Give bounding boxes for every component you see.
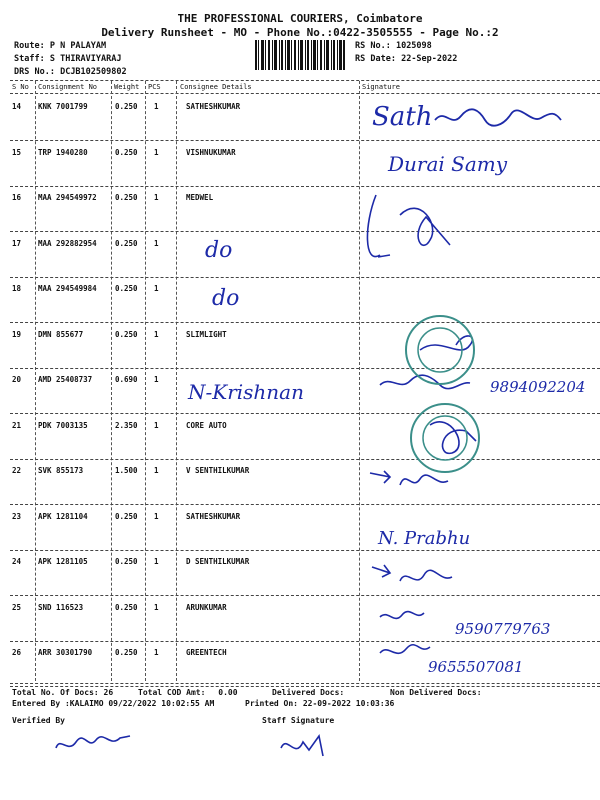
row-weight: 0.250	[115, 102, 138, 111]
total-docs: Total No. Of Docs: 26	[12, 688, 114, 697]
staff-label: Staff:	[14, 54, 45, 64]
company-stamp-icon	[400, 310, 480, 390]
rs-date-line	[355, 54, 457, 64]
col-consignment: Consignment No	[38, 83, 98, 91]
row-pcs: 1	[154, 148, 159, 157]
drs-label: DRS No.:	[14, 67, 55, 77]
row-sno: 18	[12, 284, 22, 293]
row-pcs: 1	[154, 648, 159, 657]
rs-no-label: RS No.:	[355, 41, 391, 51]
row-sno: 20	[12, 375, 22, 384]
col-signature: Signature	[362, 83, 400, 91]
company-stamp-icon-2	[405, 398, 485, 478]
row-consignment-no: MAA 294549984	[38, 284, 97, 293]
row-weight: 1.500	[115, 466, 138, 475]
row-weight: 0.250	[115, 284, 138, 293]
staff-line	[14, 54, 122, 64]
non-delivered-docs: Non Delivered Docs:	[390, 688, 482, 697]
staff-signature	[275, 726, 335, 766]
col-sno: S No	[12, 83, 29, 91]
row-consignee: VISHNUKUMAR	[186, 148, 236, 157]
row-consignee: D SENTHILKUMAR	[186, 557, 250, 566]
row-weight: 0.250	[115, 239, 138, 248]
footer-rule	[10, 683, 600, 684]
row-consignment-no: SND 116523	[38, 603, 84, 612]
row-consignment-no: DMN 855677	[38, 330, 84, 339]
header-top-rule	[10, 80, 600, 81]
row-consignment-no: PDK 7003135	[38, 421, 88, 430]
row-consignment-no: APK 1281104	[38, 512, 88, 521]
drs-value: DCJB102509802	[60, 67, 127, 77]
row-sno: 23	[12, 512, 22, 521]
printed-on: Printed On: 22-09-2022 10:03:36	[245, 699, 395, 708]
row-pcs: 1	[154, 421, 159, 430]
rs-date-label: RS Date:	[355, 54, 396, 64]
row-consignee: SATHESHKUMAR	[186, 102, 241, 111]
row-consignment-no: APK 1281105	[38, 557, 88, 566]
row-consignment-no: SVK 855173	[38, 466, 84, 475]
row-sno: 24	[12, 557, 22, 566]
row-pcs: 1	[154, 102, 159, 111]
row-consignment-no: MAA 292882954	[38, 239, 97, 248]
col-consignee: Consignee Details	[180, 83, 252, 91]
row-weight: 2.350	[115, 421, 138, 430]
row-consignment-no: ARR 30301790	[38, 648, 93, 657]
row-weight: 0.690	[115, 375, 138, 384]
row-consignment-no: MAA 294549972	[38, 193, 97, 202]
row-weight: 0.250	[115, 512, 138, 521]
row-sno: 19	[12, 330, 22, 339]
row-consignee: V SENTHILKUMAR	[186, 466, 250, 475]
ditto-row-17: do	[205, 238, 233, 263]
row-sno: 26	[12, 648, 22, 657]
row-weight: 0.250	[115, 648, 138, 657]
phone-row-20: 9894092204	[490, 378, 586, 396]
row-sno: 21	[12, 421, 22, 430]
ditto-row-18: do	[212, 286, 240, 311]
row-consignment-no: KNK 7001799	[38, 102, 88, 111]
receiver-name-row-20: N-Krishnan	[188, 380, 304, 404]
rs-no-line	[355, 41, 432, 51]
row-divider	[10, 140, 600, 141]
company-title: THE PROFESSIONAL COURIERS, Coimbatore	[177, 12, 423, 25]
vline-consignment	[111, 81, 112, 681]
row-pcs: 1	[154, 466, 159, 475]
row-divider	[10, 686, 600, 687]
row-pcs: 1	[154, 284, 159, 293]
row-consignee: SLIMLIGHT	[186, 330, 227, 339]
row-pcs: 1	[154, 557, 159, 566]
signature-row-14: Sath	[372, 102, 563, 132]
col-pcs: PCS	[148, 83, 161, 91]
signature-row-15: Durai Samy	[388, 152, 508, 176]
vline-weight	[145, 81, 146, 681]
row-consignee: CORE AUTO	[186, 421, 227, 430]
row-sno: 25	[12, 603, 22, 612]
row-consignee: SATHESHKUMAR	[186, 512, 241, 521]
row-pcs: 1	[154, 512, 159, 521]
route-label: Route:	[14, 41, 45, 51]
route-value: P N PALAYAM	[49, 41, 107, 51]
row-pcs: 1	[154, 239, 159, 248]
signature-row-23: N. Prabhu	[378, 528, 471, 549]
row-consignee: ARUNKUMAR	[186, 603, 227, 612]
vline-pcs	[176, 81, 177, 681]
entered-by: Entered By :KALAIMO 09/22/2022 10:02:55 AM	[12, 699, 215, 708]
row-sno: 17	[12, 239, 22, 248]
row-consignee: GREENTECH	[186, 648, 227, 657]
barcode-image	[255, 40, 345, 70]
row-weight: 0.250	[115, 193, 138, 202]
row-weight: 0.250	[115, 557, 138, 566]
staff-value: S THIRAVIYARAJ	[49, 54, 122, 64]
col-weight: Weight	[114, 83, 140, 91]
row-weight: 0.250	[115, 330, 138, 339]
row-sno: 14	[12, 102, 22, 111]
row-sno: 16	[12, 193, 22, 202]
row-weight: 0.250	[115, 148, 138, 157]
row-sno: 22	[12, 466, 22, 475]
row-pcs: 1	[154, 603, 159, 612]
drs-line	[14, 67, 127, 77]
route-line	[14, 41, 106, 51]
verifier-signature	[50, 724, 140, 764]
rs-date-value: 22-Sep-2022	[401, 54, 458, 64]
rs-no-value: 1025098	[395, 41, 432, 51]
row-pcs: 1	[154, 375, 159, 384]
row-consignee: MEDWEL	[186, 193, 214, 202]
row-weight: 0.250	[115, 603, 138, 612]
vline-sno	[35, 81, 36, 681]
row-consignment-no: TRP 1940280	[38, 148, 88, 157]
header-bottom-rule	[10, 93, 600, 94]
verified-by-label: Verified By	[12, 716, 65, 725]
staff-signature-label: Staff Signature	[262, 716, 335, 725]
runsheet-subtitle: Delivery Runsheet - MO - Phone No.:0422-3505555 - Page No.:2	[101, 26, 499, 39]
delivered-docs: Delivered Docs:	[272, 688, 345, 697]
row-sno: 15	[12, 148, 22, 157]
phone-row-25: 9590779763	[455, 620, 551, 638]
total-cod: Total COD Amt: 0.00	[138, 688, 238, 697]
row-pcs: 1	[154, 193, 159, 202]
row-consignment-no: AMD 25408737	[38, 375, 93, 384]
phone-row-26: 9655507081	[428, 658, 524, 676]
row-pcs: 1	[154, 330, 159, 339]
